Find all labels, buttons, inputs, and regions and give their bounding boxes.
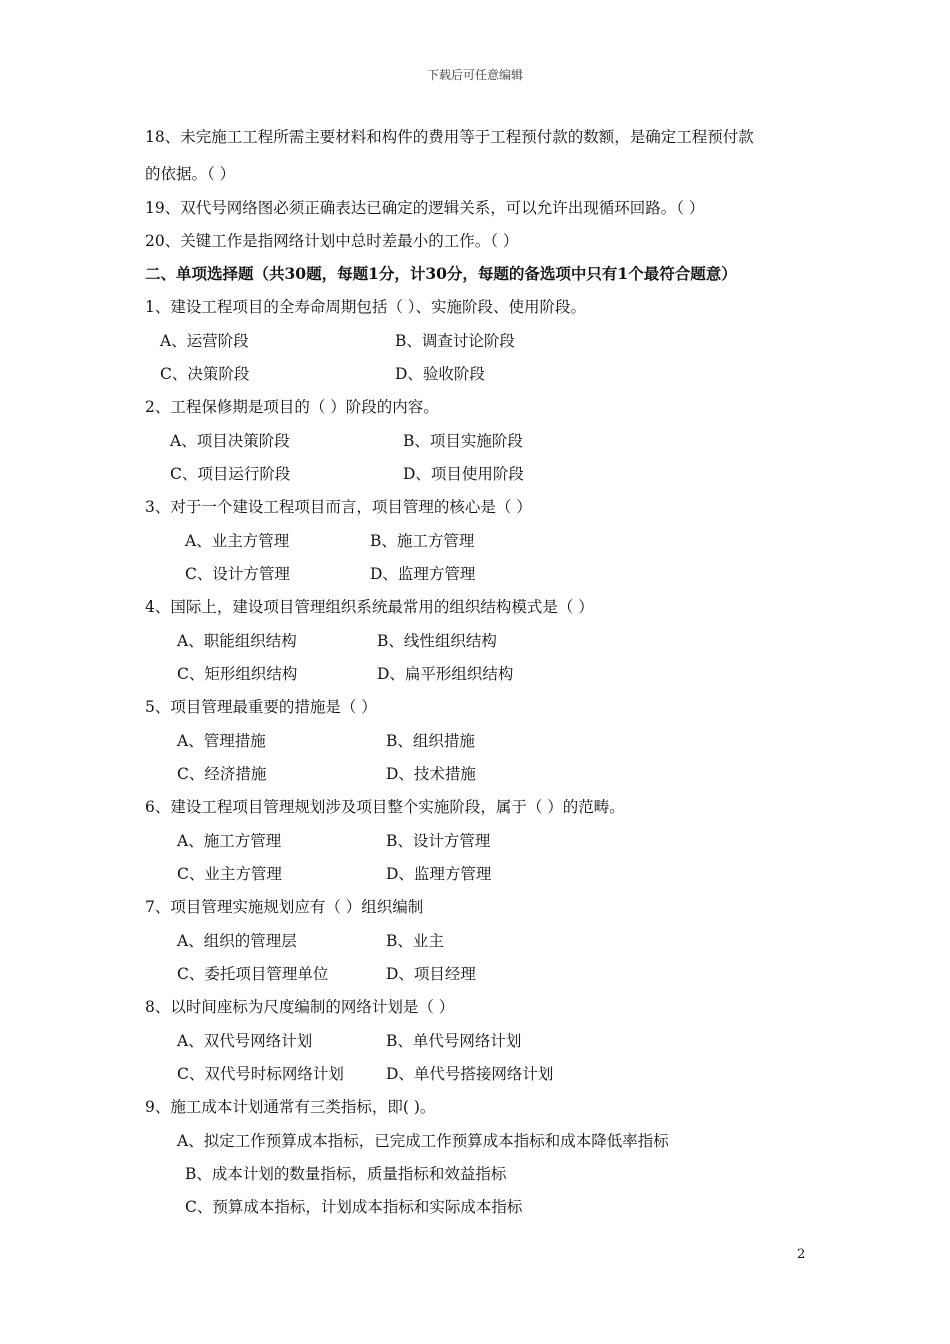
option-b: B、项目实施阶段 [403, 432, 523, 450]
option-c: C、矩形组织结构 [177, 665, 298, 683]
question-7: 7、项目管理实施规划应有（ ）组织编制 [145, 898, 424, 916]
question-6: 6、建设工程项目管理规划涉及项目整个实施阶段，属于（ ）的范畴。 [145, 798, 625, 816]
option-d: D、项目经理 [386, 965, 476, 983]
option-a: A、组织的管理层 [177, 932, 297, 950]
option-c: C、委托项目管理单位 [177, 965, 329, 983]
option-b: B、组织措施 [386, 732, 475, 750]
option-d: D、扁平形组织结构 [377, 665, 514, 683]
option-a: A、业主方管理 [185, 532, 290, 550]
question-18-line-1: 18、未完施工工程所需主要材料和构件的费用等于工程预付款的数额，是确定工程预付款 [145, 128, 754, 146]
option-a: A、职能组织结构 [177, 632, 297, 650]
question-3: 3、对于一个建设工程项目而言，项目管理的核心是（ ） [145, 498, 532, 516]
option-a: A、双代号网络计划 [177, 1032, 313, 1050]
option-c: C、业主方管理 [177, 865, 282, 883]
option-d: D、单代号搭接网络计划 [386, 1065, 554, 1083]
option-b: B、成本计划的数量指标，质量指标和效益指标 [185, 1165, 507, 1183]
question-9: 9、施工成本计划通常有三类指标，即( )。 [145, 1098, 436, 1116]
option-c: C、设计方管理 [185, 565, 290, 583]
option-c: C、双代号时标网络计划 [177, 1065, 344, 1083]
question-2: 2、工程保修期是项目的（ ）阶段的内容。 [145, 398, 439, 416]
option-b: B、业主 [386, 932, 444, 950]
page-number: 2 [797, 1247, 806, 1262]
option-d: D、验收阶段 [395, 365, 485, 383]
option-b: B、调查讨论阶段 [395, 332, 515, 350]
option-c: C、预算成本指标，计划成本指标和实际成本指标 [185, 1198, 523, 1216]
page-header: 下载后可任意编辑 [426, 68, 523, 82]
option-a: A、施工方管理 [177, 832, 282, 850]
question-20: 20、关键工作是指网络计划中总时差最小的工作。（ ） [145, 232, 519, 250]
option-b: B、施工方管理 [370, 532, 475, 550]
section-heading: 二、单项选择题（共30题，每题1分，计30分，每题的备选项中只有1个最符合题意） [145, 264, 737, 283]
question-1: 1、建设工程项目的全寿命周期包括（ ）、实施阶段、使用阶段。 [145, 298, 587, 316]
question-4: 4、国际上，建设项目管理组织系统最常用的组织结构模式是（ ） [145, 598, 594, 616]
question-8: 8、以时间座标为尺度编制的网络计划是（ ） [145, 998, 455, 1016]
option-d: D、技术措施 [386, 765, 476, 783]
option-d: D、项目使用阶段 [403, 465, 524, 483]
question-5: 5、项目管理最重要的措施是（ ） [145, 698, 377, 716]
option-b: B、单代号网络计划 [386, 1032, 522, 1050]
option-a: A、拟定工作预算成本指标，已完成工作预算成本指标和成本降低率指标 [177, 1132, 669, 1150]
question-18-line-2: 的依据。（ ） [145, 165, 236, 183]
option-a: A、管理措施 [177, 732, 266, 750]
option-b: B、设计方管理 [386, 832, 491, 850]
option-c: C、决策阶段 [160, 365, 250, 383]
option-b: B、线性组织结构 [377, 632, 497, 650]
option-d: D、监理方管理 [386, 865, 492, 883]
question-19: 19、双代号网络图必须正确表达已确定的逻辑关系，可以允许出现循环回路。（ ） [145, 199, 705, 217]
option-a: A、运营阶段 [160, 332, 249, 350]
option-c: C、项目运行阶段 [170, 465, 291, 483]
option-c: C、经济措施 [177, 765, 267, 783]
option-a: A、项目决策阶段 [170, 432, 290, 450]
option-d: D、监理方管理 [370, 565, 476, 583]
